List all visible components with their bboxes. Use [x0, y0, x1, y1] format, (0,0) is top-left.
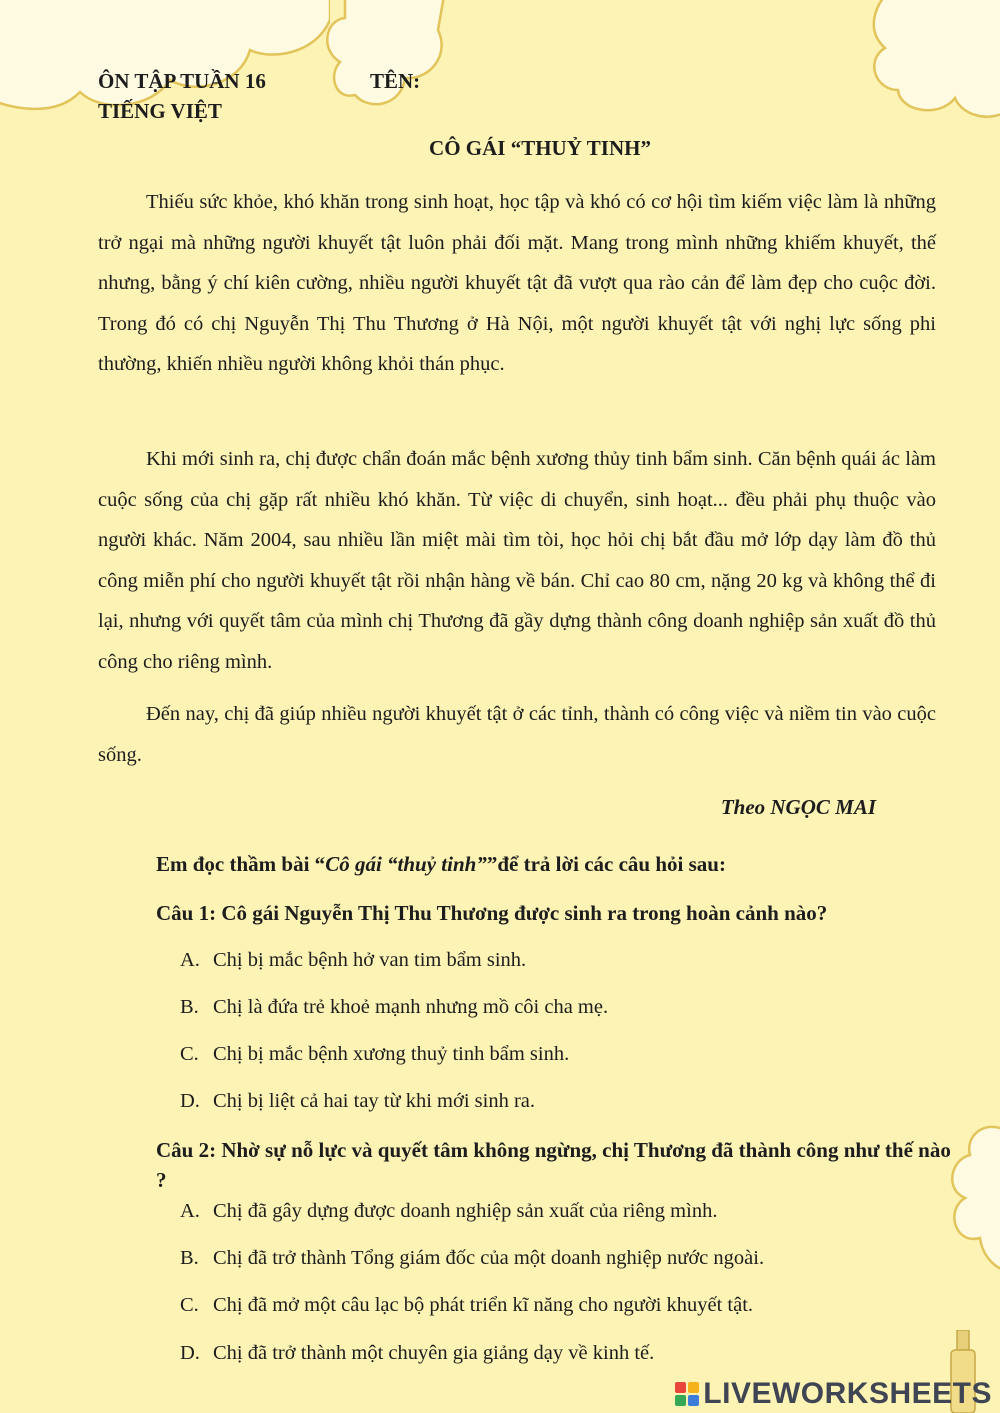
question-1-option-c[interactable] — [180, 1043, 569, 1066]
option-text: Chị đã trở thành Tổng giám đốc của một doanh nghiệp nước ngoài. — [213, 1247, 765, 1269]
story-paragraph: Đến nay, chị đã giúp nhiều người khuyết tật ở các tỉnh, thành có công việc và niềm tin vào cuộc sống. — [98, 703, 936, 766]
option-letter: A. — [180, 949, 200, 971]
liveworksheets-logo-icon — [675, 1382, 699, 1406]
story-paragraph: Thiếu sức khỏe, khó khăn trong sinh hoạt, học tập và khó có cơ hội tìm kiếm việc làm là những trở ngại mà những người khuyết tật luôn phải đối mặt. Mang trong mình những khiếm khuyết, thế nhưng, bằng ý chí kiên cường, nhiều người khuyết tật đã vượt qua rào cản để làm đẹp cho cuộc đời. Trong đó có chị Nguyễn Thị Thu Thương ở Hà Nội, một người khuyết tật với nghị lực sống phi thường, khiến nhiều người không khỏi thán phục. — [98, 191, 936, 376]
cloud-decoration-top-right — [860, 0, 1000, 140]
question-1-option-d[interactable] — [180, 1090, 535, 1113]
option-text: Chị bị liệt cả hai tay từ khi mới sinh ra. — [213, 1090, 535, 1112]
reading-instruction: Em đọc thầm bài “Cô gái “thuỷ tinh””để trả lời các câu hỏi sau: — [156, 852, 726, 876]
story-paragraph: Khi mới sinh ra, chị được chẩn đoán mắc bệnh xương thủy tinh bẩm sinh. Căn bệnh quái ác làm cuộc sống của chị gặp rất nhiều khó khăn. Từ việc di chuyển, sinh hoạt... đều phải phụ thuộc vào người khác. Năm 2004, sau nhiều lần miệt mài tìm tòi, học hỏi chị bắt đầu mở lớp dạy làm đồ thủ công miễn phí cho người khuyết tật rồi nhận hàng về bán. Chỉ cao 80 cm, nặng 20 kg và không thể đi lại, nhưng với quyết tâm của mình chị Thương đã gầy dựng thành công doanh nghiệp sản xuất đồ thủ công cho riêng mình. — [98, 448, 936, 673]
cloud-decoration-top-middle — [310, 0, 450, 130]
option-letter: D. — [180, 1090, 200, 1112]
question-2-option-c[interactable] — [180, 1294, 753, 1317]
question-1: Câu 1: Cô gái Nguyễn Thị Thu Thương được sinh ra trong hoàn cảnh nào? — [156, 901, 828, 925]
worksheet-header — [98, 66, 266, 126]
name-label: TÊN: — [370, 69, 421, 93]
story-title: CÔ GÁI “THUỶ TINH” — [429, 136, 651, 160]
option-text: Chị bị mắc bệnh hở van tim bẩm sinh. — [213, 949, 527, 971]
option-letter: C. — [180, 1294, 199, 1316]
story-author: Theo NGỌC MAI — [720, 795, 876, 819]
question-2-option-a[interactable] — [180, 1200, 717, 1223]
option-letter: C. — [180, 1043, 199, 1065]
question-1-option-b[interactable] — [180, 996, 608, 1019]
option-letter: B. — [180, 1247, 199, 1269]
option-text: Chị đã gây dựng được doanh nghiệp sản xuất của riêng mình. — [213, 1200, 718, 1222]
subject-label: TIẾNG VIỆT — [98, 99, 222, 123]
question-2-option-d[interactable] — [180, 1342, 654, 1365]
question-1-option-a[interactable] — [180, 949, 526, 972]
option-letter: B. — [180, 996, 199, 1018]
option-text: Chị đã mở một câu lạc bộ phát triển kĩ năng cho người khuyết tật. — [213, 1294, 754, 1316]
work-title: Cô gái “thuỷ tinh” — [325, 852, 487, 876]
option-letter: D. — [180, 1342, 200, 1364]
option-letter: A. — [180, 1200, 200, 1222]
logo-text: LIVEWORKSHEETS — [703, 1377, 992, 1410]
question-2: Câu 2: Nhờ sự nỗ lực và quyết tâm không ngừng, chị Thương đã thành công như thế nào ? — [156, 1138, 951, 1192]
option-text: Chị là đứa trẻ khoẻ mạnh nhưng mồ côi cha mẹ. — [213, 996, 609, 1018]
option-text: Chị bị mắc bệnh xương thuỷ tinh bẩm sinh. — [213, 1043, 570, 1065]
question-2-option-b[interactable] — [180, 1247, 764, 1270]
liveworksheets-logo — [675, 1377, 992, 1411]
review-week-label: ÔN TẬP TUẦN 16 — [98, 69, 266, 93]
option-text: Chị đã trở thành một chuyên gia giảng dạy về kinh tế. — [213, 1342, 655, 1364]
